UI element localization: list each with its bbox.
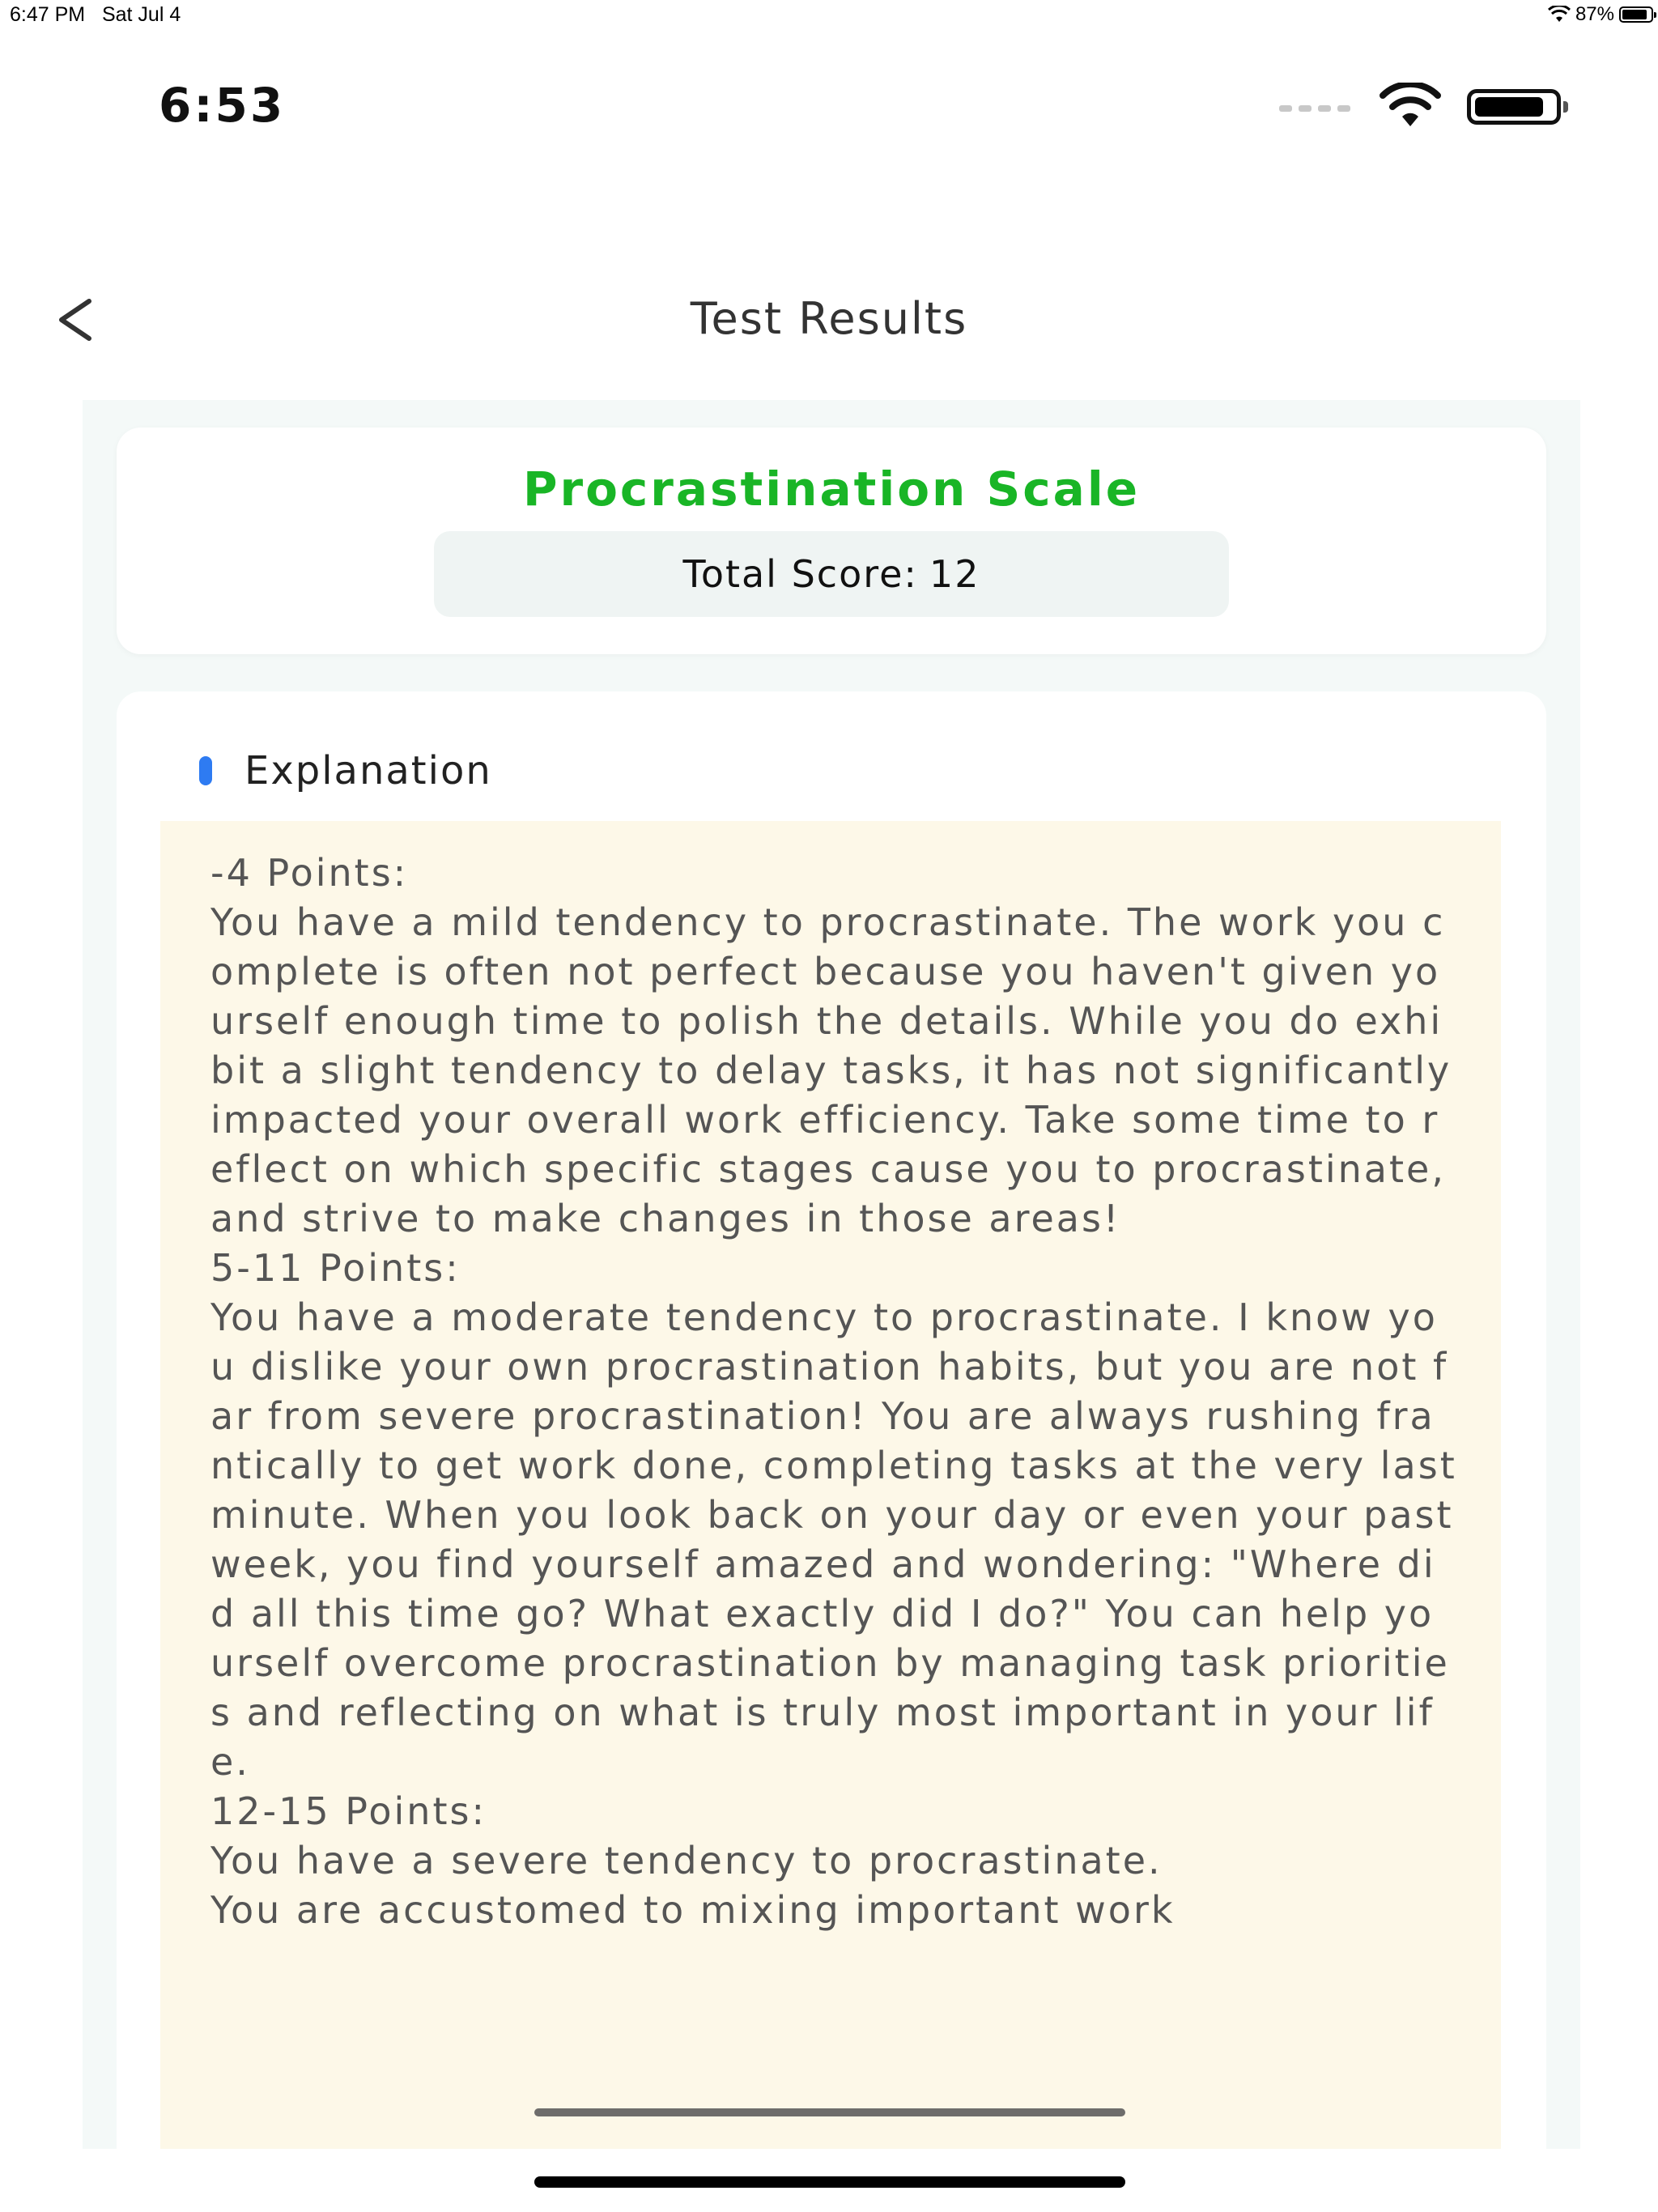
- wifi-icon: [1548, 6, 1571, 23]
- total-score-badge: [434, 531, 1229, 617]
- scale-title: Procrastination Scale: [522, 462, 1141, 517]
- wifi-icon: [1378, 83, 1443, 131]
- system-status-bar: [0, 0, 1658, 32]
- explanation-box: [160, 821, 1501, 2149]
- scroll-indicator[interactable]: [534, 2108, 1125, 2116]
- battery-fill: [1475, 97, 1543, 117]
- system-date-text: Sat Jul 4: [101, 3, 181, 26]
- total-score-value: 12: [929, 552, 980, 596]
- app-clock: 6:53: [159, 78, 286, 133]
- explanation-card: [117, 691, 1546, 2149]
- battery-fill: [1622, 10, 1647, 19]
- battery-percent: 87%: [1575, 3, 1614, 25]
- score-card: [117, 428, 1546, 654]
- section-marker: [199, 756, 212, 785]
- total-score-label: Total Score:: [682, 552, 918, 596]
- explanation-heading: Explanation: [244, 748, 492, 793]
- cellular-signal-icon: [1279, 105, 1350, 112]
- explanation-header: [199, 748, 492, 793]
- system-time-text: 6:47 PM: [10, 3, 86, 26]
- explanation-text: -4 Points: You have a mild tendency to procrastinate. The work you complete is often not perfect because you haven't given yourself enough time to polish the details. While you do exhibit a slight tendency to delay tasks, it has not significantly impacted your overall work efficiency. Take some time to reflect on which specific stages cause you to procrastinate, and strive to make changes in those areas! 5-11 Points: You have a moderate tendency to procrastinate. I know you dislike your own procrastination habits, but you are not far from severe procrastination! You are always rushing frantically to get work done, completing tasks at the very last minute. When you look back on your day or even your past week, you find yourself amazed and wondering: "Where did all this time go? What exactly did I do?" You can help yourself overcome procrastination by managing task priorities and reflecting on what is truly most important in your life. 12-15 Points: You have a severe tendency to procrastinate. You are accustomed to mixing important work: [210, 851, 1457, 1932]
- navigation-bar: [0, 275, 1658, 364]
- results-content[interactable]: [83, 400, 1580, 2149]
- system-status-right: [1548, 3, 1653, 26]
- battery-icon: [1619, 6, 1653, 23]
- app-status-bar: [0, 73, 1658, 138]
- home-indicator[interactable]: [534, 2176, 1125, 2188]
- page-title: Test Results: [690, 293, 968, 344]
- battery-icon: [1467, 89, 1561, 125]
- system-time: [10, 3, 181, 27]
